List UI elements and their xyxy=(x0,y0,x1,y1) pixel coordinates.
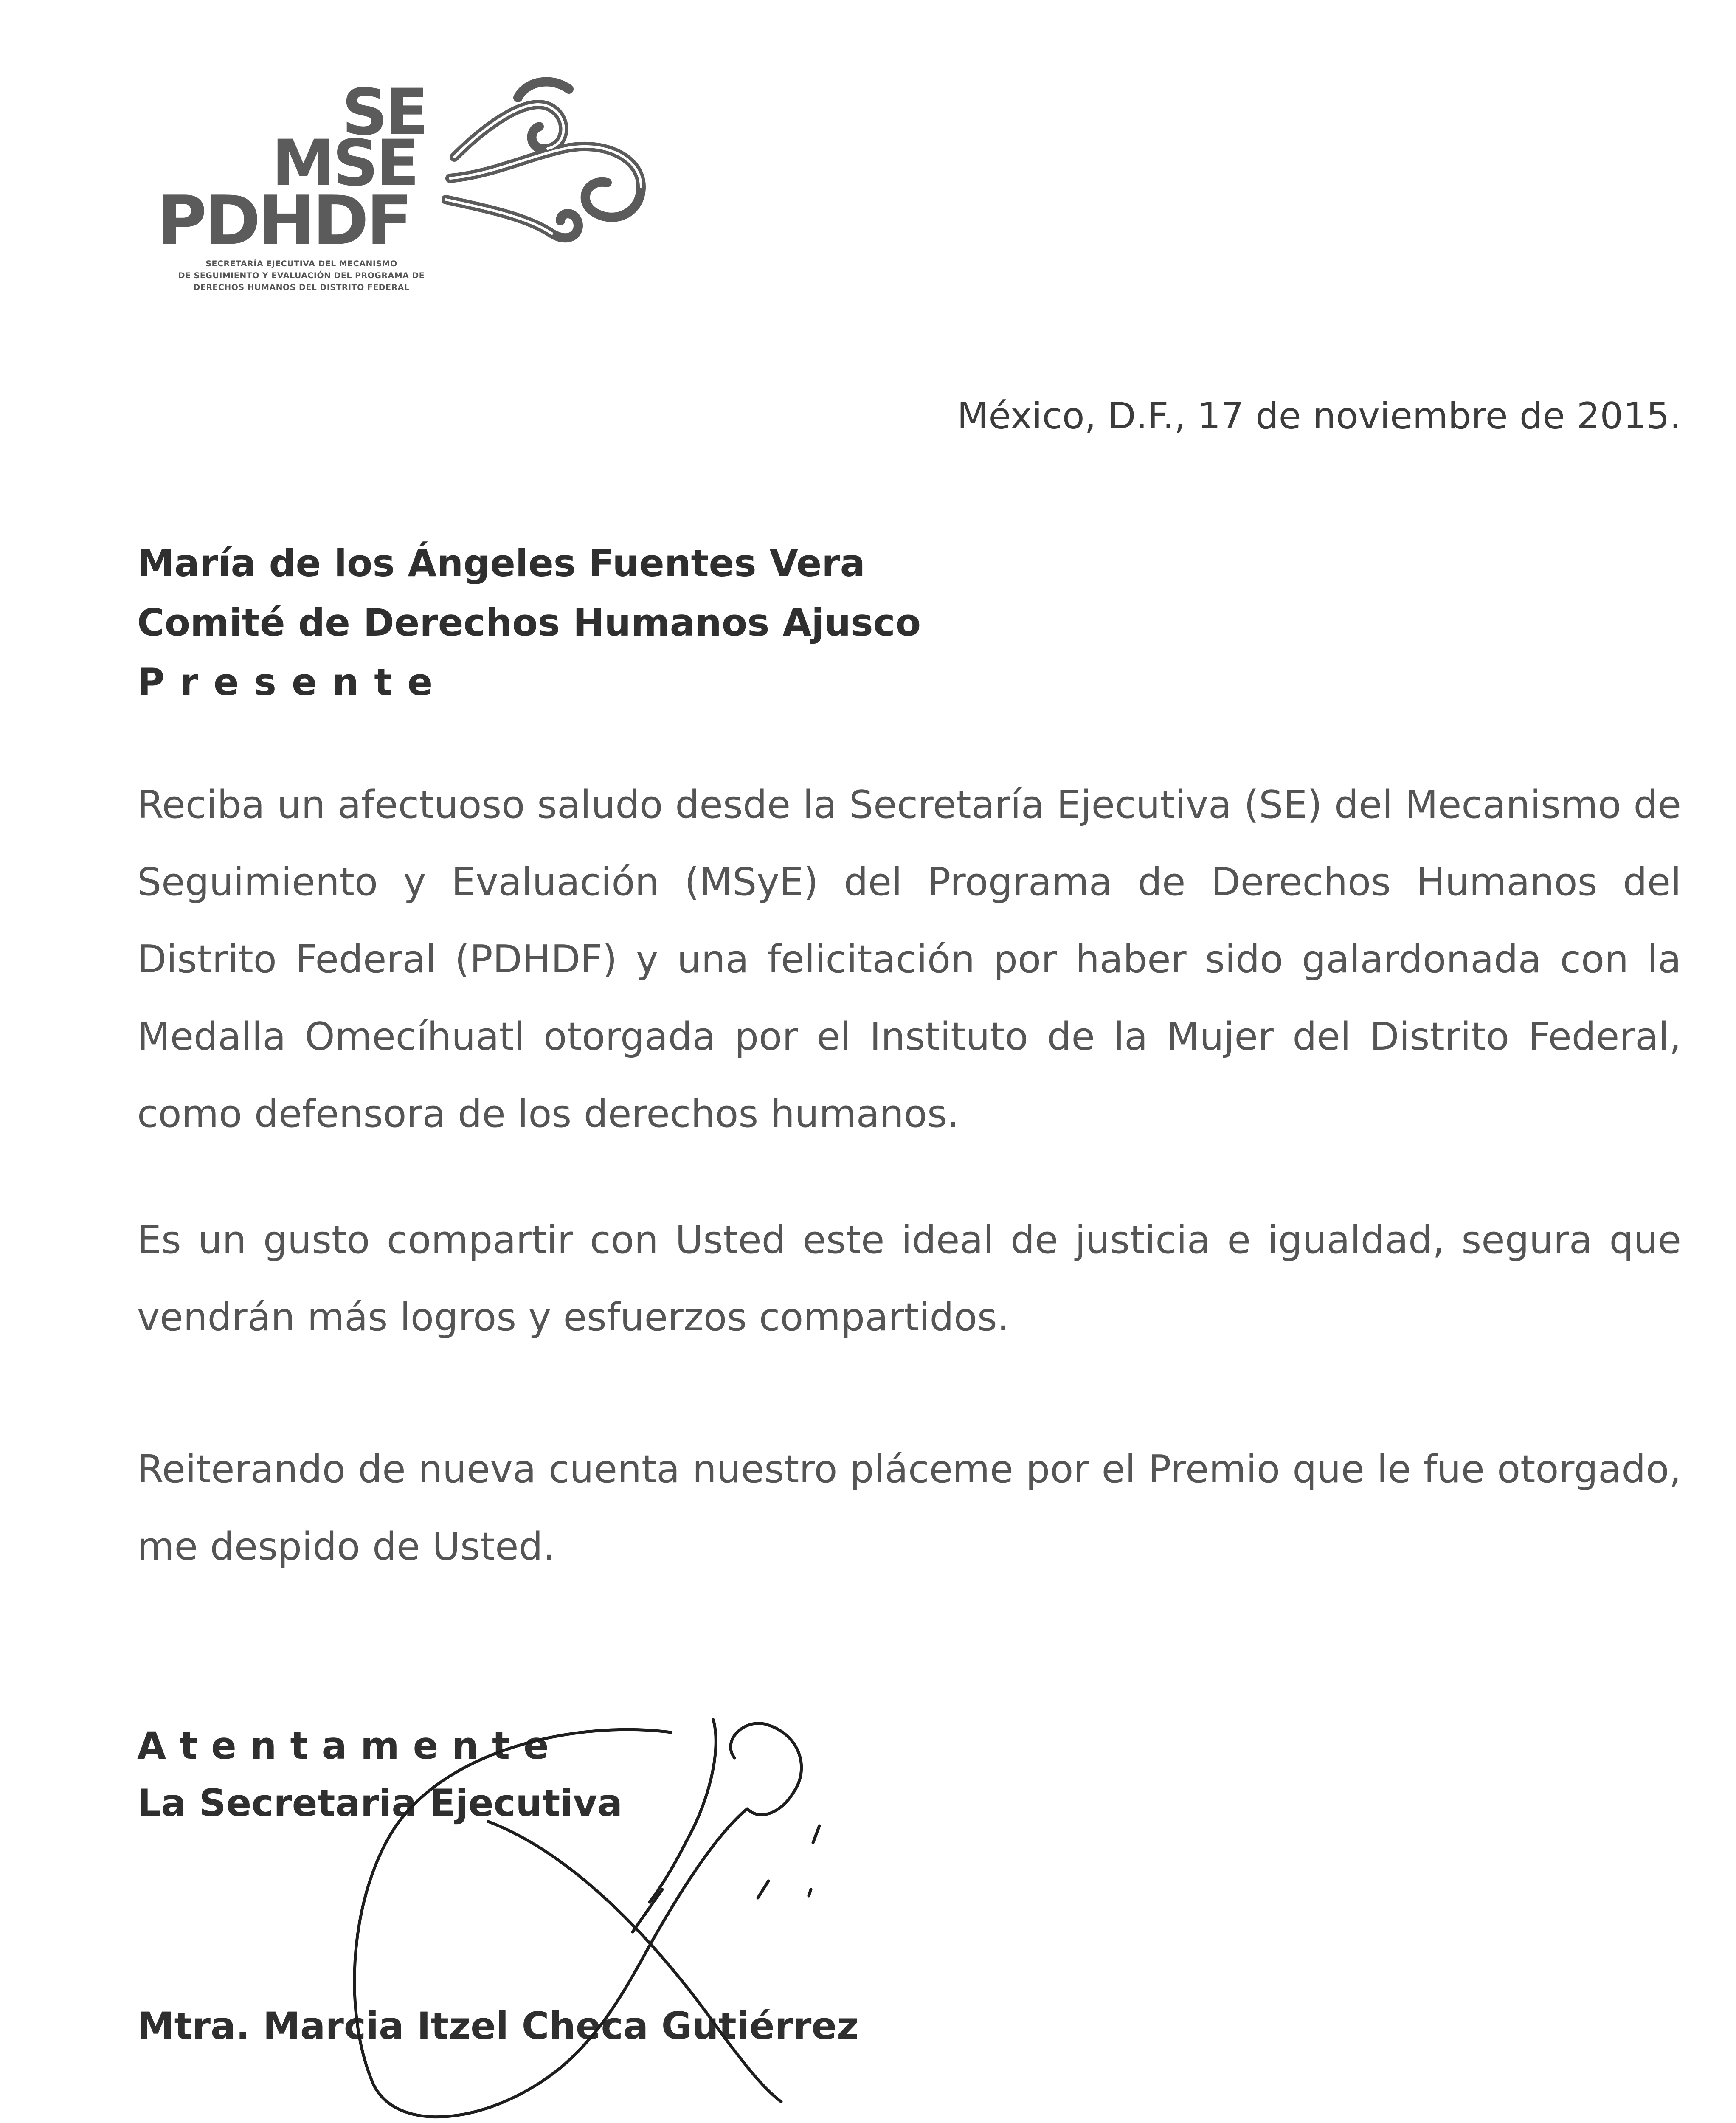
closing-title: La Secretaria Ejecutiva xyxy=(137,1781,623,1825)
handwritten-signature xyxy=(340,1694,943,2123)
logo-caption-line-2: DE SEGUIMIENTO Y EVALUACIÓN DEL PROGRAMA DE xyxy=(178,271,425,280)
logo-swirl-icon xyxy=(442,72,650,259)
recipient-name: María de los Ángeles Fuentes Vera xyxy=(137,541,866,585)
letterhead-logo xyxy=(153,72,650,310)
body-paragraph-1: Reciba un afectuoso saludo desde la Secretaría Ejecutiva (SE) del Mecanismo de Seguimiento y Evaluación (MSyE) del Programa de Derechos Humanos del Distrito Federal (PDHDF) y una felicitación por haber sido galardonada con la Medalla Omecíhuatl otorgada por el Instituto de la Mujer del Distrito Federal, como defensora de los derechos humanos. xyxy=(137,783,1681,1136)
letter-date: México, D.F., 17 de noviembre de 2015. xyxy=(957,395,1681,437)
body-paragraph-2: Es un gusto compartir con Usted este ideal de justicia e igualdad, segura que vendrán más logros y esfuerzos compartidos. xyxy=(137,1218,1681,1340)
closing-valediction: Atentamente xyxy=(137,1724,563,1768)
recipient-organization: Comité de Derechos Humanos Ajusco xyxy=(137,601,921,645)
logo-text-pdhdf: PDHDF xyxy=(157,181,411,260)
logo-text-mse: MSE xyxy=(272,127,417,200)
logo-caption-line-1: SECRETARÍA EJECUTIVA DEL MECANISMO xyxy=(205,259,397,268)
body-paragraph-3: Reiterando de nueva cuenta nuestro pláceme por el Premio que le fue otorgado, me despido de Usted. xyxy=(137,1447,1681,1569)
logo-text-se: SE xyxy=(342,76,426,149)
logo-caption-line-3: DERECHOS HUMANOS DEL DISTRITO FEDERAL xyxy=(193,283,410,292)
recipient-salutation: Presente xyxy=(137,660,448,704)
signer-name: Mtra. Marcia Itzel Checa Gutiérrez xyxy=(137,2004,859,2048)
